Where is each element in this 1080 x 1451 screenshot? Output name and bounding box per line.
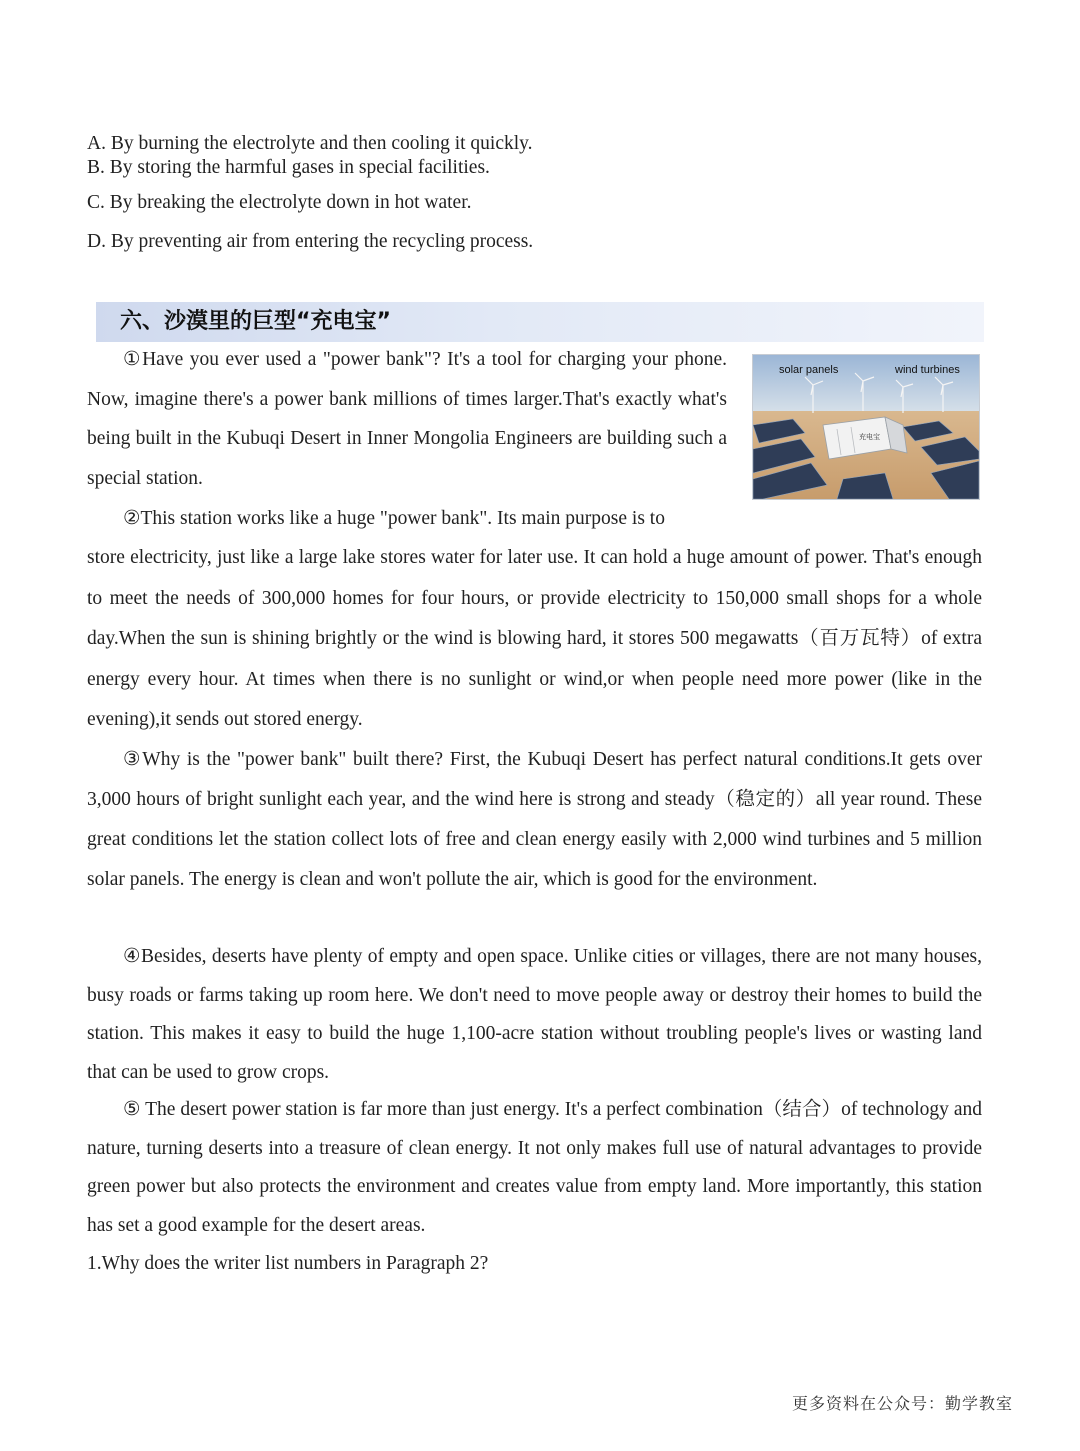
photo-illustration <box>753 355 979 499</box>
option-c: C. By breaking the electrolyte down in hot water. <box>87 192 472 213</box>
label-solar-panels: solar panels <box>779 364 839 376</box>
paragraph-4: ④Besides, deserts have plenty of empty and open space. Unlike cities or villages, there are not many houses, busy roads or farms taking up room here. We don't need to move people away or destroy their homes to build the station. This makes it easy to build the huge 1,100-acre station without troubling people's lives or wasting land that can be used to grow crops. <box>87 946 982 1083</box>
footer-watermark: 更多资料在公众号：勤学教室 <box>792 1394 1014 1413</box>
paragraph-2-first-line: ②This station works like a huge "power bank". Its main purpose is to <box>123 508 665 529</box>
building-sign: 充电宝 <box>859 433 880 441</box>
paragraph-1: ①Have you ever used a "power bank"? It's a tool for charging your phone. Now, imagine there's a power bank millions of times larger.That's exactly what's being built in the Kubuqi Desert in Inner Mongolia Engineers are building such a special station. <box>87 349 727 489</box>
paragraph-2: store electricity, just like a large lake stores water for later use. It can hold a huge amount of power. That's enough to meet the needs of 300,000 homes for four hours, or provide electricity to 150,000 small shops for a whole day.When the sun is shining brightly or the wind is blowing hard, it stores 500 megawatts（百万瓦特）of extra energy every hour. At times when there is no sunlight or wind,or when people need more power (like in the evening),it sends out stored energy. <box>87 547 982 730</box>
option-b: B. By storing the harmful gases in special facilities. <box>87 157 490 178</box>
label-wind-turbines: wind turbines <box>895 364 960 376</box>
paragraph-5: ⑤ The desert power station is far more than just energy. It's a perfect combination（结合）of technology and nature, turning deserts into a treasure of clean energy. It not only makes full use of natural advantages to provide green power but also protects the environment and creates value from empty land. More importantly, this station has set a good example for the desert areas. <box>87 1099 982 1236</box>
option-a: A. By burning the electrolyte and then cooling it quickly. <box>87 133 533 154</box>
section-header <box>96 302 984 342</box>
question-1: 1.Why does the writer list numbers in Paragraph 2? <box>87 1253 489 1274</box>
section-title: 六、沙漠里的巨型“充电宝” <box>120 309 391 334</box>
option-d: D. By preventing air from entering the recycling process. <box>87 231 534 252</box>
desert-power-station-photo <box>752 354 980 500</box>
paragraph-3: ③Why is the "power bank" built there? First, the Kubuqi Desert has perfect natural conditions.It gets over 3,000 hours of bright sunlight each year, and the wind here is strong and steady（稳定的）all year round. These great conditions let the station collect lots of free and clean energy easily with 2,000 wind turbines and 5 million solar panels. The energy is clean and won't pollute the air, which is good for the environment. <box>87 749 982 890</box>
